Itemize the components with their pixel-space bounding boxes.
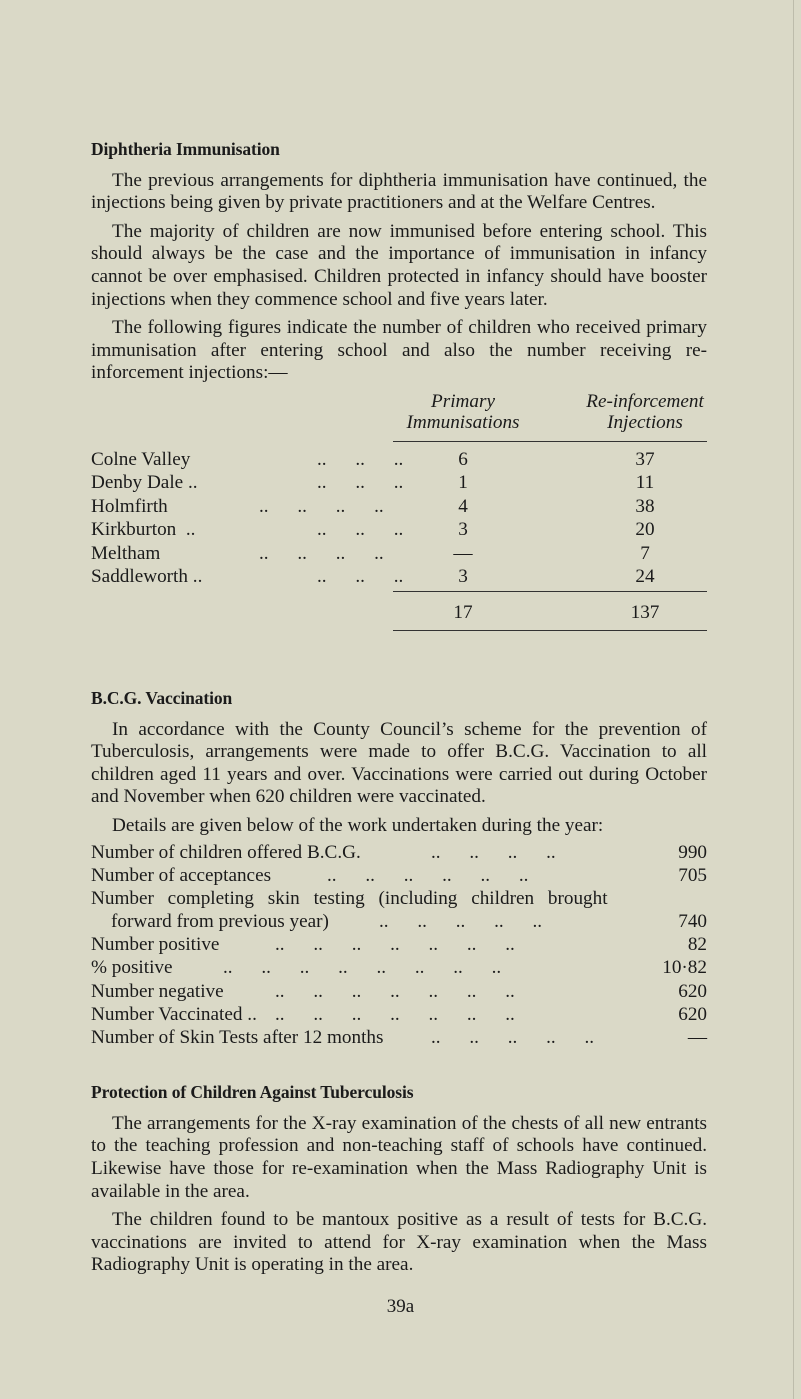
district-name: Colne Valley	[91, 448, 191, 470]
leader-dots: .. .. ..	[317, 448, 404, 470]
page-number: 39a	[386, 1296, 415, 1317]
detail-row	[91, 1004, 707, 1027]
column-header-line: Injections	[607, 411, 683, 433]
reinforcement-value: 11	[635, 472, 655, 494]
paragraph: The arrangements for the X-ray examination of the chests of all new entrants to the teaching profession and non-teaching staff of schools have continued. Likewise have those for re-examination when the Mass Radiography Unit is available in the area.	[91, 1112, 707, 1202]
detail-label: forward from previous year)	[111, 911, 329, 933]
leader-dots: .. .. .. ..	[259, 542, 384, 564]
total-primary: 17	[453, 601, 473, 623]
leader-dots: .. .. .. ..	[259, 495, 384, 517]
leader-dots: .. .. .. .. .. .. ..	[275, 980, 515, 1002]
table-rule-top	[393, 441, 707, 442]
leader-dots: .. .. .. .. .. .. .. ..	[223, 957, 502, 979]
primary-value: 1	[458, 472, 468, 494]
detail-label: Number positive	[91, 934, 220, 956]
detail-row	[91, 934, 707, 957]
detail-row	[91, 911, 707, 934]
table-totals-row	[91, 602, 707, 626]
leader-dots: .. .. .. .. .. .. ..	[275, 1003, 515, 1025]
leader-dots: .. .. ..	[317, 519, 404, 541]
diphtheria-section	[91, 138, 707, 691]
detail-label: % positive	[91, 957, 173, 979]
column-header-line: Primary	[431, 390, 495, 412]
table-row	[91, 449, 707, 473]
paragraph: The previous arrangements for diphtheria immunisation have continued, the injections being given by private practitioners and at the Welfare Centres.	[91, 169, 707, 214]
paragraph: The children found to be mantoux positive as a result of tests for B.C.G. vaccinations are invited to attend for X-ray examination when the Mass Radiography Unit is operating in the area.	[91, 1209, 707, 1276]
column-header-line: Re-inforcement	[586, 390, 704, 412]
immunisation-table	[91, 391, 707, 691]
leader-dots: .. .. .. .. .. .. ..	[275, 934, 515, 956]
district-name: Holmfirth	[91, 495, 168, 517]
scan-edge-line	[793, 0, 794, 1399]
table-row	[91, 496, 707, 520]
leader-dots: .. .. ..	[317, 566, 404, 588]
column-header-reinforcement	[545, 391, 745, 433]
primary-value: 3	[458, 519, 468, 541]
paragraph: The majority of children are now immunised before entering school. This should always be the case and the importance of immunisation in infancy cannot be over emphasised. Children protected in infancy should have booster injections when they commence school and five years later.	[91, 220, 707, 310]
detail-label: Number of children offered B.C.G.	[91, 841, 361, 863]
protection-section	[91, 1081, 707, 1277]
primary-value: —	[453, 542, 473, 564]
reinforcement-value: 37	[635, 448, 655, 470]
table-row	[91, 472, 707, 496]
detail-value: 705	[678, 864, 707, 886]
detail-value: 82	[687, 934, 707, 956]
leader-dots: .. .. ..	[317, 472, 404, 494]
paragraph: Details are given below of the work undertaken during the year:	[112, 814, 604, 836]
primary-value: 6	[458, 448, 468, 470]
leader-dots: .. .. .. .. .. ..	[327, 864, 529, 886]
detail-label: Number of acceptances	[91, 864, 272, 886]
detail-label: Number negative	[91, 980, 224, 1002]
bcg-section	[91, 687, 707, 1050]
district-name: Meltham	[91, 542, 161, 564]
reinforcement-value: 20	[635, 519, 655, 541]
primary-value: 4	[458, 495, 468, 517]
detail-row	[91, 842, 707, 865]
detail-value: 740	[678, 911, 707, 933]
reinforcement-value: 38	[635, 495, 655, 517]
reinforcement-value: 7	[640, 542, 650, 564]
table-row	[91, 519, 707, 543]
reinforcement-value: 24	[635, 566, 655, 588]
detail-value: 990	[678, 841, 707, 863]
detail-value: 620	[678, 980, 707, 1002]
table-rule-total-bottom	[393, 630, 707, 631]
detail-value: —	[687, 1027, 707, 1048]
detail-row	[91, 981, 707, 1004]
leader-dots: .. .. .. .. ..	[431, 1027, 595, 1048]
district-name: Denby Dale ..	[91, 472, 198, 494]
paragraph: The following figures indicate the number of children who received primary immunisation after entering school and also the number receiving re-inforcement injections:—	[91, 317, 707, 384]
detail-row	[91, 1027, 707, 1050]
section-heading-diphtheria: Diphtheria Immunisation	[91, 139, 280, 159]
column-header-primary	[363, 391, 563, 433]
detail-label: Number of Skin Tests after 12 months	[91, 1027, 384, 1048]
detail-value: 620	[678, 1003, 707, 1025]
district-name: Saddleworth ..	[91, 566, 203, 588]
detail-row	[91, 865, 707, 888]
detail-row	[91, 888, 707, 911]
table-body	[91, 449, 707, 590]
primary-value: 3	[458, 566, 468, 588]
table-row	[91, 566, 707, 590]
column-header-line: Immunisations	[406, 411, 520, 433]
leader-dots: .. .. .. ..	[431, 841, 556, 863]
total-reinforcement: 137	[630, 601, 660, 623]
document-page	[91, 138, 707, 1283]
district-name: Kirkburton ..	[91, 519, 196, 541]
detail-row	[91, 957, 707, 980]
detail-label: Number Vaccinated ..	[91, 1003, 257, 1025]
section-heading-bcg: B.C.G. Vaccination	[91, 687, 233, 708]
detail-label: Number completing skin testing (including children brought	[91, 887, 608, 909]
leader-dots: .. .. .. .. ..	[379, 911, 543, 933]
bcg-details-list	[91, 842, 707, 1051]
table-row	[91, 543, 707, 567]
paragraph: In accordance with the County Council’s scheme for the prevention of Tuberculosis, arrangements were made to offer B.C.G. Vaccination to all children aged 11 years and over. Vaccinations were carried out during October and November when 620 children were vaccinated.	[91, 718, 707, 808]
table-rule-total-top	[393, 591, 707, 592]
section-heading-protection: Protection of Children Against Tuberculosis	[91, 1082, 414, 1103]
detail-value: 10·82	[662, 957, 707, 979]
